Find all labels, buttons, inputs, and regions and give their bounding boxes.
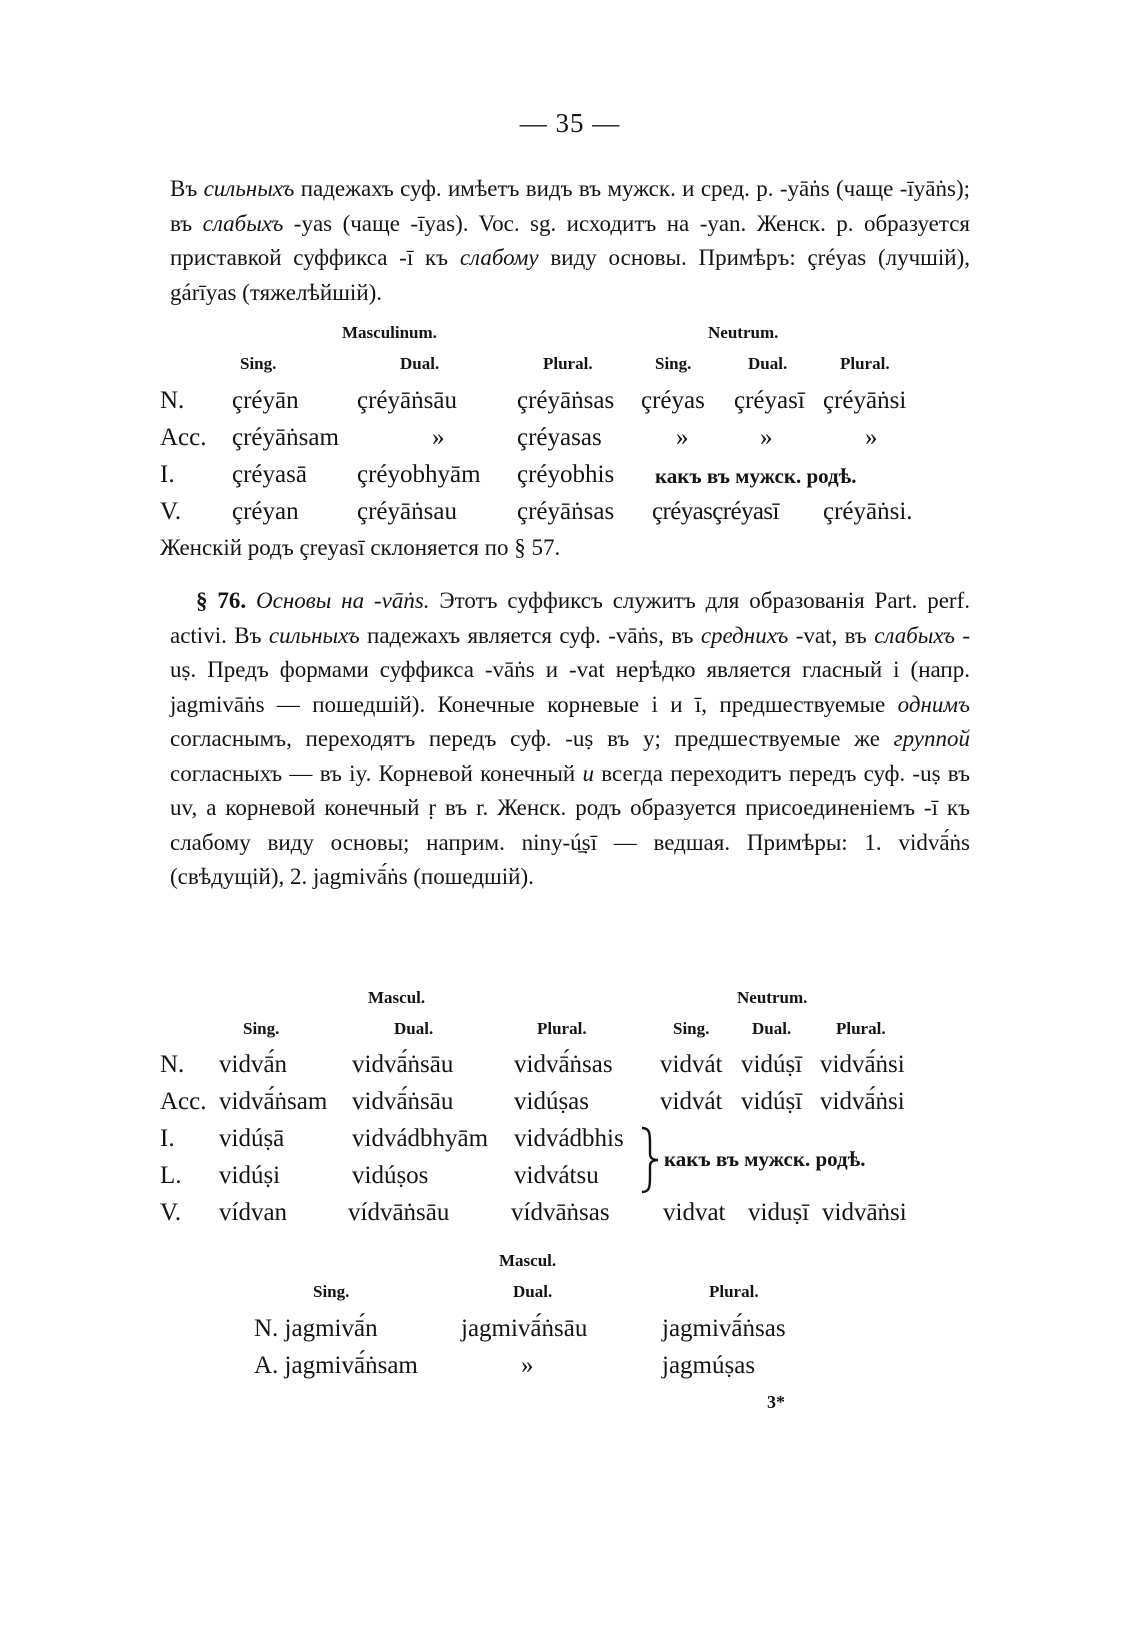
col-header: Dual. [748,354,788,373]
col-header: Dual. [752,1019,792,1038]
case-label: Acc. [160,424,207,451]
form-cell: vidúṣi [219,1162,281,1189]
same-as-masc-note: какъ въ мужск. родѣ. [655,464,857,488]
ditto-mark: » [432,424,445,451]
page-number: — 35 — [519,108,621,138]
form-cell: çréyasā [232,461,307,488]
case-label: L. [160,1162,182,1189]
form-cell: vidvā́n [219,1051,288,1078]
ditto-mark: » [676,424,689,451]
col-header: Sing. [243,1019,280,1038]
signature-mark: 3* [767,1392,785,1412]
col-header: Plural. [537,1019,587,1038]
form-cell: jagmivā́ṅsāu [461,1315,588,1342]
form-cell: vidvádbhyām [352,1125,489,1152]
col-header: Plural. [709,1282,759,1301]
form-cell: vidvā́ṅsas [514,1051,613,1078]
form-cell: çréyāṅsi [823,387,907,414]
form-cell: vidvā́ṅsi [820,1088,905,1115]
col-header: Dual. [400,354,440,373]
form-cell: çréyāṅsi. [823,498,913,525]
form-cell: çréyobhis [517,461,615,488]
right-brace-icon [640,1126,660,1194]
col-header: Sing. [240,354,277,373]
form-cell: çréyāṅsas [517,498,615,525]
paragraph-suffix-vans: § 76. Основы на -vāṅs. Этотъ суффиксъ служитъ для образованія Part. perf. activi. Въ сильныхъ падежахъ является суф. -vāṅs, въ среднихъ -vat, въ слабыхъ -uṣ. Предъ формами суффикса -vāṅs и -vat нерѣдко является гласный i (напр. jagmivāṅs — пошедшій). Конечные корневые i и ī, предшествуемые однимъ согласнымъ, переходятъ передъ суф. -uṣ въ y; предшествуемые же группой согласныхъ — въ iy. Корневой конечный u всегда переходитъ передъ суф. -uṣ въ uv, а корневой конечный ṛ въ r. Женск. родъ образуется присоединеніемъ -ī къ слабому виду основы; наприм. niny-ú̱ṣī — ведшая. Примѣры: 1. vidvā́ṅs (свѣдущій), 2. jagmivā́ṅs (пошедшій). [170,588,970,889]
form-cell: çréyān [232,387,299,414]
ditto-mark: » [865,424,878,451]
form-cell: jagmúṣas [662,1352,756,1379]
form-cell: çréyan [232,498,299,525]
case-label: V. [160,1199,182,1226]
col-header: Plural. [836,1019,886,1038]
case-label: N. [160,387,185,414]
form-cell: vidvā́ṅsāu [352,1051,454,1078]
form-cell: jagmivā́ṅsas [662,1315,786,1342]
paragraph-suffix-yans: Въ сильныхъ падежахъ суф. имѣетъ видъ въ мужск. и сред. р. -yāṅs (чаще -īyāṅs); въ слабыхъ -yas (чаще -īyas). Voc. sg. исходитъ на -yan. Женск. р. образуется приставкой суффикса -ī къ слабому виду основы. Примѣръ: çréyas (лучшій), gárīyas (тяжелѣйшій). [170,176,970,305]
group-header-mascul: Mascul. [499,1251,557,1270]
form-cell: vidvā́ṅsam [219,1088,328,1115]
case-label: Acc. [160,1088,207,1115]
form-cell: vídvāṅsāu [348,1199,450,1226]
col-header: Sing. [313,1282,350,1301]
form-cell: çréyasī [734,387,805,414]
form-cell: çréyāṅsam [232,424,339,451]
case-label: N. [160,1051,185,1078]
form-cell: A. jagmivā́ṅsam [254,1352,418,1379]
form-cell: çréyas [641,387,705,414]
form-cell: vidvátsu [514,1162,599,1189]
ditto-mark: » [760,424,773,451]
col-header: Sing. [655,354,692,373]
form-cell: vidvā́ṅsi [820,1051,905,1078]
form-cell: vidúṣī [741,1088,803,1115]
form-cell: çréyobhyām [357,461,481,488]
form-cell: vidvát [660,1051,723,1078]
form-cell: çréyasçréyasī [652,498,779,525]
case-label: I. [160,461,175,488]
form-cell: vidúṣī [741,1051,803,1078]
col-header: Dual. [394,1019,434,1038]
form-cell: vidvat [663,1199,726,1226]
col-header: Sing. [673,1019,710,1038]
col-header: Dual. [513,1282,553,1301]
form-cell: çréyasas [517,424,602,451]
group-header-neutrum: Neutrum. [737,988,808,1007]
form-cell: vidvádbhis [514,1125,624,1152]
group-header-masculinum: Masculinum. [342,323,437,342]
form-cell: vidúṣos [352,1162,429,1189]
ditto-mark: » [521,1352,534,1379]
form-cell: vidvāṅsi [822,1199,907,1226]
form-cell: vidvát [660,1088,723,1115]
form-cell: vídvan [219,1199,288,1226]
col-header: Plural. [840,354,890,373]
case-label: I. [160,1125,175,1152]
form-cell: çréyāṅsāu [357,387,457,414]
same-as-masc-note: какъ въ мужск. родѣ. [664,1147,866,1171]
col-header: Plural. [543,354,593,373]
form-cell: N. jagmivā́n [254,1315,378,1342]
form-cell: vídvāṅsas [511,1199,610,1226]
table-footnote: Женскій родъ çreyasī склоняется по § 57. [160,535,561,560]
form-cell: vidvā́ṅsāu [352,1088,454,1115]
form-cell: vidúṣā [219,1125,285,1152]
form-cell: çréyāṅsau [357,498,457,525]
form-cell: çréyāṅsas [517,387,615,414]
group-header-mascul: Mascul. [368,988,426,1007]
case-label: V. [160,498,182,525]
form-cell: viduṣī [748,1199,810,1226]
form-cell: vidúṣas [514,1088,589,1115]
group-header-neutrum: Neutrum. [708,323,779,342]
